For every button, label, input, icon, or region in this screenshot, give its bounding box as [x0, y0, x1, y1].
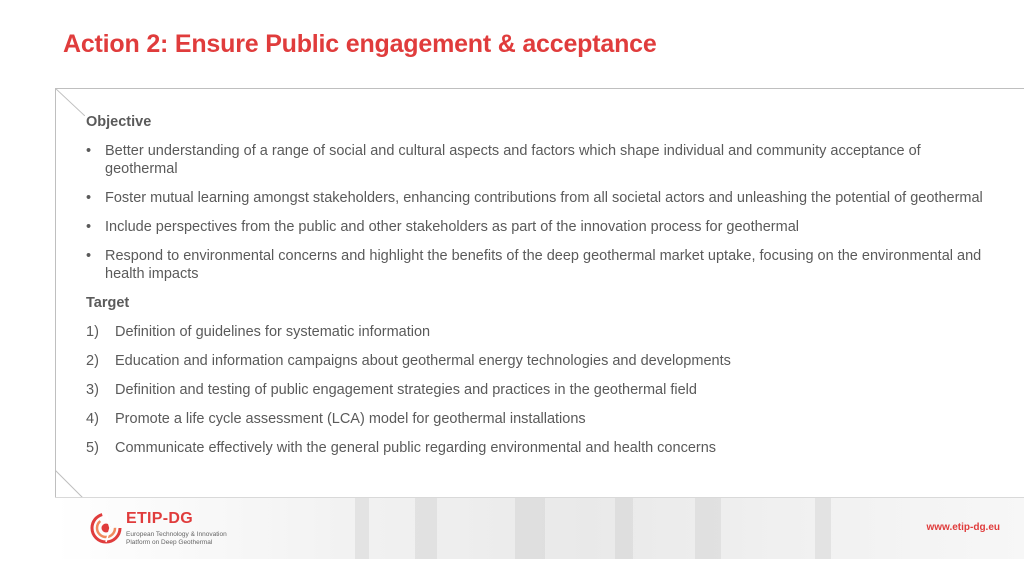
target-item-number: 5): [86, 440, 99, 456]
objective-list: [86, 142, 986, 283]
objective-item: [86, 142, 986, 178]
target-item-text: Definition and testing of public engagement strategies and practices in the geothermal field: [115, 382, 697, 398]
bullet-marker: •: [86, 190, 92, 206]
footer-background-pillar: [415, 498, 437, 559]
target-item-text: Communicate effectively with the general public regarding environmental and health concerns: [115, 440, 717, 456]
target-item: [86, 381, 986, 399]
objective-item: [86, 189, 986, 207]
slide-content: [86, 113, 986, 468]
target-item-number: 4): [86, 411, 99, 427]
target-item-text: Definition of guidelines for systematic information: [115, 324, 431, 340]
objective-item-text: Foster mutual learning amongst stakeholders, enhancing contributions from all societal actors and unleashing the potential of geothermal: [105, 190, 983, 206]
footer-background-pillar: [615, 498, 633, 559]
website-link[interactable]: www.etip-dg.eu: [926, 522, 1000, 533]
logo-name: ETIP-DG: [126, 510, 193, 527]
objective-heading: Objective: [86, 114, 152, 130]
corner-fold-decoration: [55, 88, 85, 116]
target-item-number: 3): [86, 382, 99, 398]
etip-dg-logo: [89, 508, 289, 552]
corner-fold-bottom-decoration: [55, 470, 85, 500]
target-item: [86, 410, 986, 428]
objective-item-text: Include perspectives from the public and other stakeholders as part of the innovation process for geothermal: [105, 219, 799, 235]
bullet-marker: •: [86, 219, 92, 235]
slide-title: Action 2: Ensure Public engagement & acceptance: [63, 30, 657, 58]
target-item-text: Promote a life cycle assessment (LCA) model for geothermal installations: [115, 411, 586, 427]
objective-item-text: Respond to environmental concerns and highlight the benefits of the deep geothermal market uptake, focusing on the environmental and health impacts: [105, 248, 982, 282]
target-item: [86, 323, 986, 341]
target-item: [86, 439, 986, 457]
geothermal-spiral-icon: [89, 510, 123, 546]
footer-background-pillar: [515, 498, 545, 559]
target-list: [86, 323, 986, 457]
objective-item-text: Better understanding of a range of social and cultural aspects and factors which shape individual and community acceptance of geothermal: [105, 143, 921, 177]
target-heading: Target: [86, 295, 130, 311]
objective-item: [86, 247, 986, 283]
footer-background-pillar: [815, 498, 831, 559]
footer-background-pillar: [695, 498, 721, 559]
slide-footer: [55, 497, 1024, 559]
target-item-text: Education and information campaigns about geothermal energy technologies and developments: [115, 353, 731, 369]
footer-background-pillar: [355, 498, 369, 559]
target-item-number: 2): [86, 353, 99, 369]
target-item: [86, 352, 986, 370]
target-item-number: 1): [86, 324, 99, 340]
logo-tagline: European Technology & Innovation: [126, 531, 227, 538]
bullet-marker: •: [86, 248, 92, 264]
bullet-marker: •: [86, 143, 92, 159]
objective-item: [86, 218, 986, 236]
logo-tagline: Platform on Deep Geothermal: [126, 539, 213, 546]
